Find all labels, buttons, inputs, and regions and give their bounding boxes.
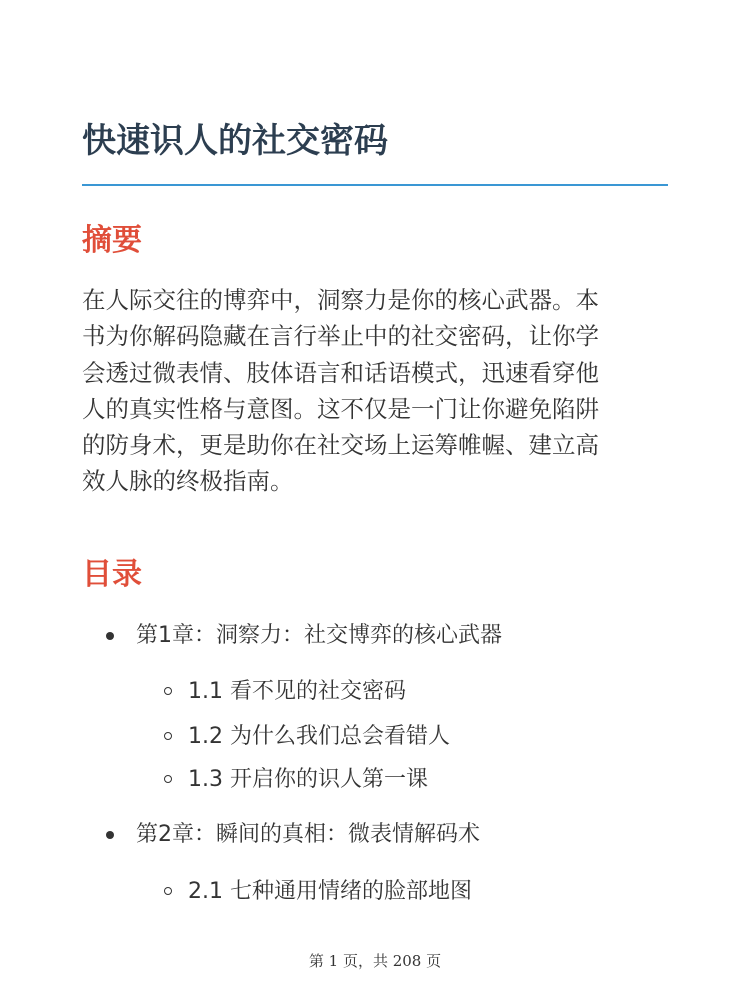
toc-section-label: 1.1 看不见的社交密码 — [188, 679, 406, 704]
toc-section-2-1[interactable] — [164, 876, 472, 908]
abstract-line: 会透过微表情、肢体语言和话语模式，迅速看穿他 — [82, 358, 599, 387]
abstract-line: 人的真实性格与意图。这不仅是一门让你避免陷阱 — [82, 394, 599, 423]
abstract-line: 的防身术，更是助你在社交场上运筹帷幄、建立高 — [82, 431, 599, 460]
toc-chapter-label: 第1章：洞察力：社交博弈的核心武器 — [136, 623, 502, 648]
toc-section-1-3[interactable] — [164, 764, 428, 796]
circle-bullet-icon — [164, 775, 172, 783]
circle-bullet-icon — [164, 887, 172, 895]
toc-section-1-1[interactable] — [164, 676, 406, 708]
toc-section-1-2[interactable] — [164, 721, 450, 753]
abstract-line: 书为你解码隐藏在言行举止中的社交密码，让你学 — [82, 322, 599, 351]
bullet-icon — [106, 831, 114, 839]
toc-section-label: 2.1 七种通用情绪的脸部地图 — [188, 879, 472, 904]
page-number-footer: 第 1 页，共 208 页 — [308, 952, 442, 970]
toc-section-label: 1.3 开启你的识人第一课 — [188, 767, 428, 792]
circle-bullet-icon — [164, 687, 172, 695]
toc-section-label: 1.2 为什么我们总会看错人 — [188, 724, 450, 749]
bullet-icon — [106, 632, 114, 640]
abstract-text — [82, 282, 668, 500]
circle-bullet-icon — [164, 732, 172, 740]
abstract-line: 在人际交往的博弈中，洞察力是你的核心武器。本 — [82, 286, 599, 314]
toc-chapter-label: 第2章：瞬间的真相：微表情解码术 — [136, 822, 480, 847]
document-title: 快速识人的社交密码 — [82, 121, 388, 161]
abstract-heading: 摘要 — [82, 223, 142, 258]
toc-heading: 目录 — [82, 557, 142, 592]
page — [82, 0, 668, 1000]
abstract-line: 效人脉的终极指南。 — [82, 467, 294, 496]
toc-chapter-1[interactable] — [110, 620, 502, 652]
title-divider — [82, 184, 668, 186]
toc-chapter-2[interactable] — [110, 819, 480, 851]
